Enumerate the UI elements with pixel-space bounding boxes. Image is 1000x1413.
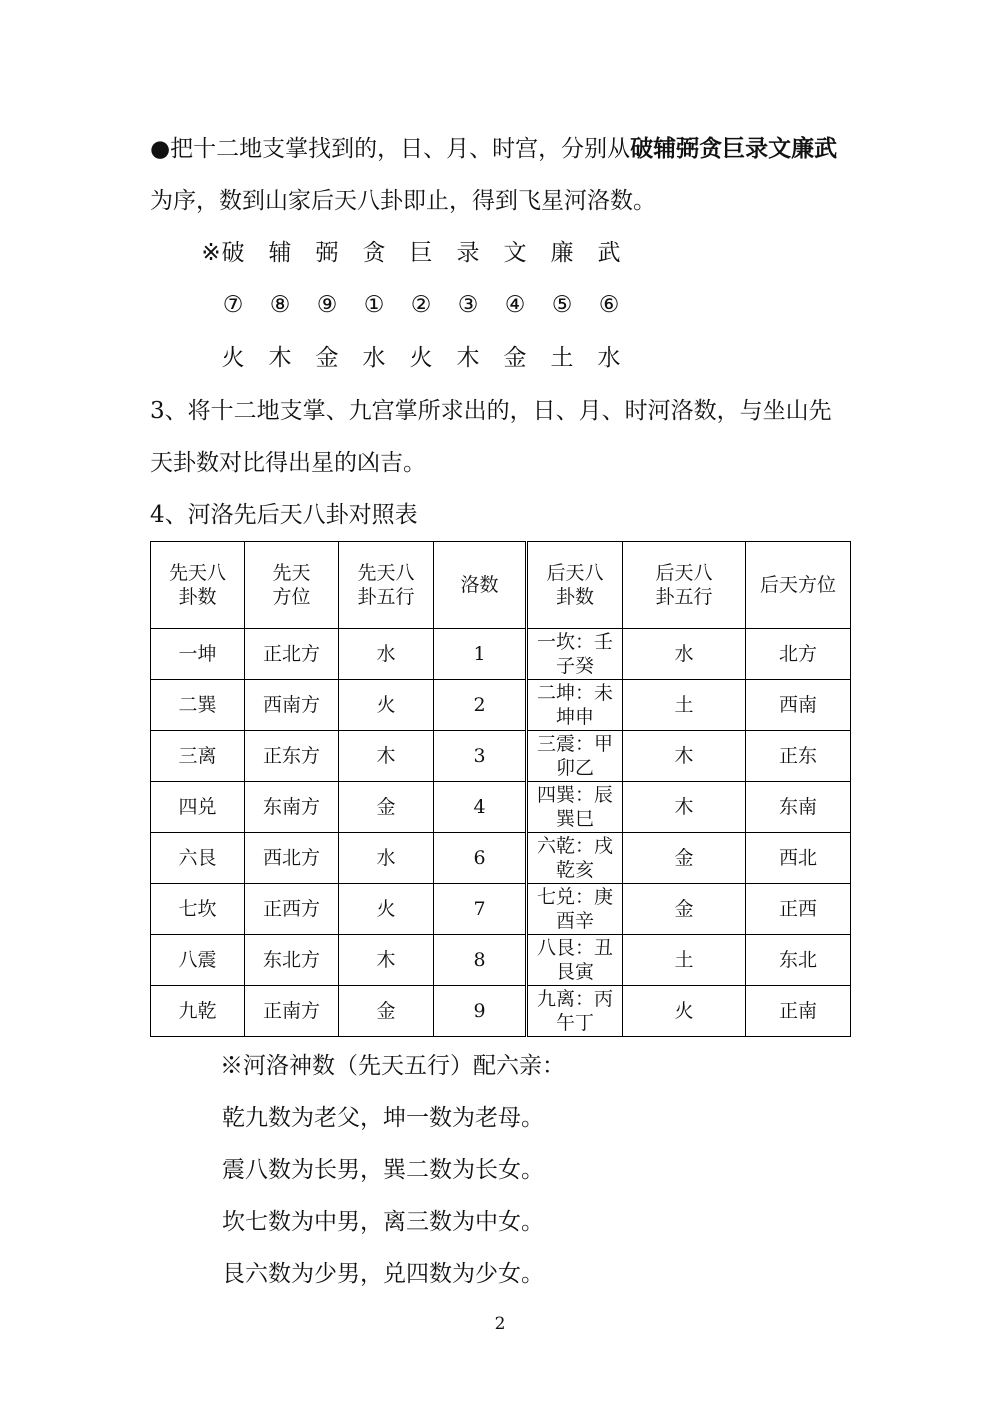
table-cell: 金 (339, 782, 434, 833)
table-cell: 正南 (746, 986, 851, 1037)
star-number: ⑥ (598, 292, 620, 318)
table-cell: 7 (434, 884, 527, 935)
table-cell: 2 (434, 680, 527, 731)
table-cell: 正西方 (245, 884, 339, 935)
table-header-row (151, 542, 851, 629)
note-mark: ※ (201, 240, 221, 266)
table-cell: 北方 (746, 629, 851, 680)
star-name: 辅 (268, 240, 292, 266)
star-element: 木 (456, 345, 480, 371)
header-cell: 后天方位 (746, 542, 851, 629)
table-cell: 木 (339, 731, 434, 782)
star-number: ⑧ (269, 292, 291, 318)
table-cell: 水 (339, 629, 434, 680)
table-cell: 一坎：壬 子癸 (527, 629, 623, 680)
table-cell: 东南方 (245, 782, 339, 833)
table-cell: 4 (434, 782, 527, 833)
paragraph-4-heading: 4、河洛先后天八卦对照表 (150, 502, 418, 528)
table-cell: 二坤：未 坤申 (527, 680, 623, 731)
star-name: 文 (503, 240, 527, 266)
star-element: 水 (597, 345, 621, 371)
liuqin-line: 坎七数为中男，离三数为中女。 (222, 1209, 544, 1235)
table-cell: 九乾 (151, 986, 245, 1037)
table-cell: 四巽：辰 巽巳 (527, 782, 623, 833)
table-row (151, 935, 851, 986)
table-cell: 东南 (746, 782, 851, 833)
table-cell: 3 (434, 731, 527, 782)
hetu-luoshu-bagua-table (150, 541, 851, 1037)
table-cell: 西南 (746, 680, 851, 731)
star-name: 武 (597, 240, 621, 266)
page-number: 2 (494, 1314, 506, 1334)
star-element: 火 (409, 345, 433, 371)
table-cell: 一坤 (151, 629, 245, 680)
paragraph-1-bold-stars: 破辅弼贪巨录文廉武 (630, 136, 838, 162)
table-cell: 金 (339, 986, 434, 1037)
star-number: ① (363, 292, 385, 318)
table-cell: 火 (339, 680, 434, 731)
liuqin-line: 艮六数为少男，兑四数为少女。 (222, 1261, 544, 1287)
liuqin-title: ※河洛神数（先天五行）配六亲： (220, 1053, 565, 1079)
star-name: 巨 (409, 240, 433, 266)
paragraph-1-line-1 (150, 134, 837, 164)
table-cell: 七兑：庚 酉辛 (527, 884, 623, 935)
star-name: 贪 (362, 240, 386, 266)
paragraph-1-line-2: 为序，数到山家后天八卦即止，得到飞星河洛数。 (150, 188, 656, 214)
liuqin-line: 震八数为长男，巽二数为长女。 (222, 1157, 544, 1183)
star-number: ⑦ (222, 292, 244, 318)
star-number: ④ (504, 292, 526, 318)
star-name: 录 (456, 240, 480, 266)
table-cell: 东北方 (245, 935, 339, 986)
star-name: 弼 (315, 240, 339, 266)
table-cell: 1 (434, 629, 527, 680)
table-cell: 正西 (746, 884, 851, 935)
star-element: 木 (268, 345, 292, 371)
table-cell: 金 (623, 833, 746, 884)
table-row (151, 782, 851, 833)
header-cell: 先天八 卦五行 (339, 542, 434, 629)
table-cell: 土 (623, 935, 746, 986)
table-cell: 6 (434, 833, 527, 884)
table-cell: 火 (339, 884, 434, 935)
table-cell: 东北 (746, 935, 851, 986)
table-cell: 木 (623, 731, 746, 782)
paragraph-3-line-1: 3、将十二地支掌、九宫掌所求出的，日、月、时河洛数，与坐山先 (150, 398, 832, 424)
table-cell: 水 (339, 833, 434, 884)
table-cell: 土 (623, 680, 746, 731)
header-cell: 后天八 卦五行 (623, 542, 746, 629)
table-cell: 九离：丙 午丁 (527, 986, 623, 1037)
paragraph-1-text: ●把十二地支掌找到的，日、月、时宫，分别从 (150, 136, 631, 162)
table-cell: 西南方 (245, 680, 339, 731)
table-cell: 西北方 (245, 833, 339, 884)
table-row (151, 986, 851, 1037)
star-number: ③ (457, 292, 479, 318)
table-cell: 正南方 (245, 986, 339, 1037)
table-cell: 四兑 (151, 782, 245, 833)
star-number: ② (410, 292, 432, 318)
table-cell: 三离 (151, 731, 245, 782)
star-element: 金 (315, 345, 339, 371)
table-row (151, 629, 851, 680)
table-cell: 七坎 (151, 884, 245, 935)
liuqin-line: 乾九数为老父，坤一数为老母。 (222, 1105, 544, 1131)
star-name: 廉 (550, 240, 574, 266)
star-element: 土 (550, 345, 574, 371)
table-cell: 六艮 (151, 833, 245, 884)
table-row (151, 833, 851, 884)
table-cell: 三震：甲 卯乙 (527, 731, 623, 782)
table-cell: 木 (623, 782, 746, 833)
table-cell: 二巽 (151, 680, 245, 731)
table-cell: 8 (434, 935, 527, 986)
table-row (151, 680, 851, 731)
star-element: 水 (362, 345, 386, 371)
table-row (151, 884, 851, 935)
paragraph-3-line-2: 天卦数对比得出星的凶吉。 (150, 450, 426, 476)
table-cell: 六乾：戌 乾亥 (527, 833, 623, 884)
star-name: 破 (221, 240, 245, 266)
table-cell: 正北方 (245, 629, 339, 680)
table-cell: 正东 (746, 731, 851, 782)
table-cell: 西北 (746, 833, 851, 884)
star-element: 火 (221, 345, 245, 371)
table-cell: 水 (623, 629, 746, 680)
header-cell: 先天 方位 (245, 542, 339, 629)
star-number: ⑨ (316, 292, 338, 318)
header-cell: 先天八 卦数 (151, 542, 245, 629)
table-cell: 9 (434, 986, 527, 1037)
table-cell: 八艮：丑 艮寅 (527, 935, 623, 986)
table-cell: 火 (623, 986, 746, 1037)
table-row (151, 731, 851, 782)
star-number: ⑤ (551, 292, 573, 318)
table-cell: 金 (623, 884, 746, 935)
table-cell: 正东方 (245, 731, 339, 782)
star-element: 金 (503, 345, 527, 371)
table-cell: 八震 (151, 935, 245, 986)
header-cell: 洛数 (434, 542, 527, 629)
table-cell: 木 (339, 935, 434, 986)
header-cell: 后天八 卦数 (527, 542, 623, 629)
